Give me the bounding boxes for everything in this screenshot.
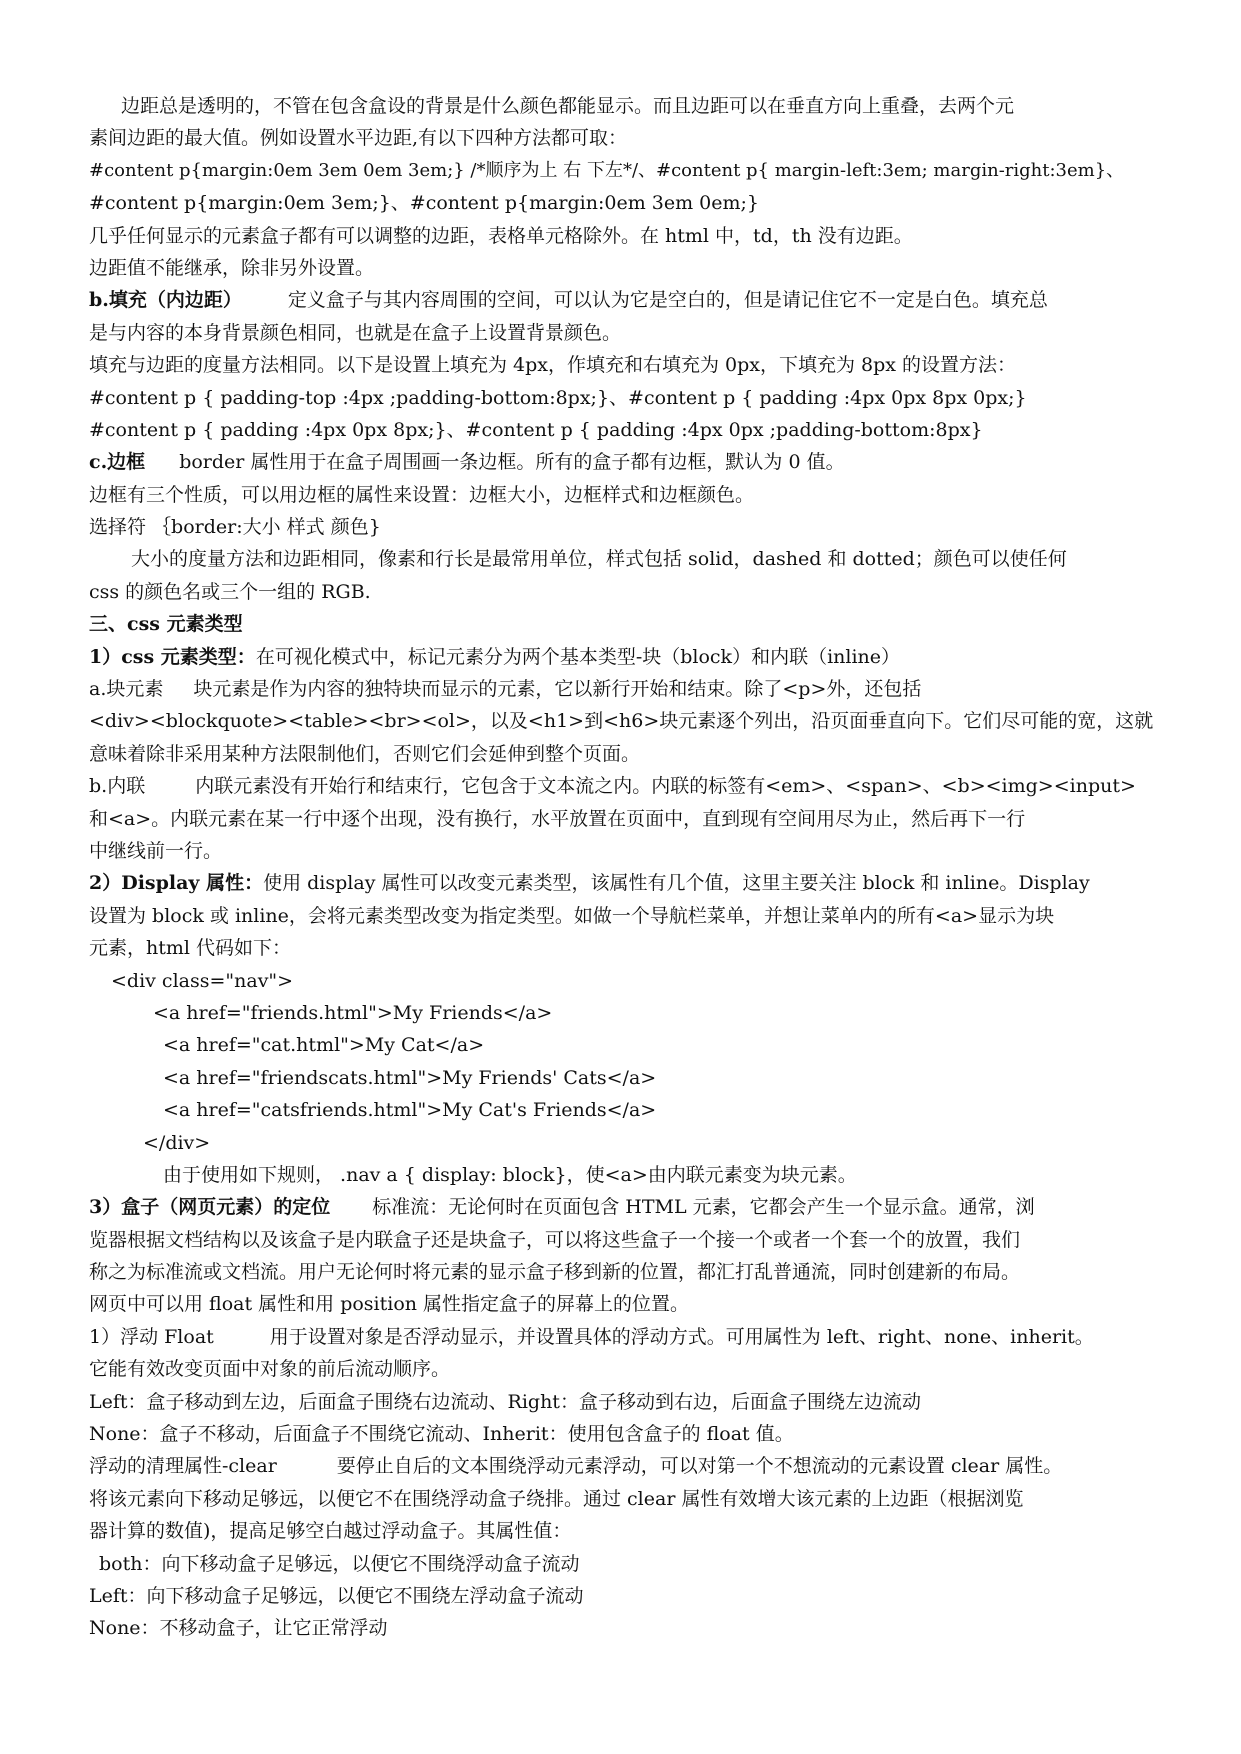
text-line: 意味着除非采用某种方法限制他们，否则它们会延伸到整个页面。	[89, 742, 641, 765]
document-page	[89, 90, 1181, 1645]
text-line: Left：盒子移动到左边，后面盒子围绕右边流动、Right：盒子移动到右边，后面盒子围绕左边流动	[89, 1390, 921, 1413]
float-heading: 1）浮动 Float	[89, 1325, 214, 1348]
block-heading: a.块元素	[89, 678, 164, 701]
text-line: 将该元素向下移动足够远，以便它不在围绕浮动盒子绕排。通过 clear 属性有效增大该元素的上边距（根据浏览	[89, 1487, 1024, 1510]
text-line: 它能有效改变页面中对象的前后流动顺序。	[89, 1358, 451, 1381]
text-line: 素间边距的最大值。例如设置水平边距,有以下四种方法都可取：	[89, 127, 628, 150]
position-line	[89, 1191, 1181, 1223]
text-span: 用于设置对象是否浮动显示，并设置具体的浮动方式。可用属性为 left、right、none、inherit。	[269, 1325, 1094, 1348]
text-span: 在可视化模式中，标记元素分为两个基本类型-块（block）和内联（inline）	[255, 645, 901, 668]
code-line: #content p { padding-top :4px ;padding-bottom:8px;}、#content p { padding :4px 0px 8px 0px;}	[89, 386, 1027, 409]
text-span: border 属性用于在盒子周围画一条边框。所有的盒子都有边框，默认为 0 值。	[179, 451, 845, 474]
display-heading: 2）Display 属性：	[89, 872, 264, 895]
text-span: 要停止自后的文本围绕浮动元素浮动，可以对第一个不想流动的元素设置 clear 属性。	[336, 1455, 1063, 1478]
display-line	[89, 867, 1181, 899]
text-line: 几乎任何显示的元素盒子都有可以调整的边距，表格单元格除外。在 html 中，td，th 没有边距。	[89, 224, 913, 247]
inline-heading: b.内联	[89, 775, 146, 798]
text-line: css 的颜色名或三个一组的 RGB.	[89, 580, 371, 603]
block-line	[89, 673, 1181, 705]
inline-line	[89, 770, 1181, 802]
code-line: <a href="friendscats.html">My Friends' Cats</a>	[163, 1066, 657, 1089]
text-line: 大小的度量方法和边距相同，像素和行长是最常用单位，样式包括 solid，dashed 和 dotted；颜色可以使任何	[131, 548, 1067, 571]
code-line: <a href="catsfriends.html">My Cat's Friends</a>	[163, 1099, 657, 1122]
text-line: 设置为 block 或 inline，会将元素类型改变为指定类型。如做一个导航栏菜单，并想让菜单内的所有<a>显示为块	[89, 904, 1055, 927]
text-line: 称之为标准流或文档流。用户无论何时将元素的显示盒子移到新的位置，都汇打乱普通流，同时创建新的布局。	[89, 1261, 1021, 1284]
padding-section-line	[89, 284, 1181, 316]
text-line: 选择符 ｛border:大小 样式 颜色}	[89, 516, 381, 539]
float-line	[89, 1321, 1181, 1353]
padding-heading: b.填充（内边距）	[89, 289, 242, 312]
text-span: 内联元素没有开始行和结束行，它包含于文本流之内。内联的标签有<em>、<span>、<b><img><input>	[195, 775, 1136, 798]
clear-line	[89, 1450, 1181, 1482]
text-span: 定义盒子与其内容周围的空间，可以认为它是空白的，但是请记住它不一定是白色。填充总	[287, 289, 1048, 312]
text-line: 览器根据文档结构以及该盒子是内联盒子还是块盒子，可以将这些盒子一个接一个或者一个套一个的放置，我们	[89, 1228, 1021, 1251]
border-heading: c.边框	[89, 451, 146, 474]
text-line: Left：向下移动盒子足够远，以便它不围绕左浮动盒子流动	[89, 1584, 584, 1607]
text-line: 边框有三个性质，可以用边框的属性来设置：边框大小，边框样式和边框颜色。	[89, 483, 755, 506]
code-line: <a href="cat.html">My Cat</a>	[163, 1034, 485, 1057]
code-line: </div>	[143, 1131, 211, 1154]
border-section-line	[89, 446, 1181, 478]
text-line: None：不移动盒子，让它正常浮动	[89, 1617, 388, 1640]
text-line: 填充与边距的度量方法相同。以下是设置上填充为 4px，作填充和右填充为 0px，下填充为 8px 的设置方法：	[89, 354, 1017, 377]
types-line	[89, 641, 1181, 673]
text-line: 边距总是透明的，不管在包含盒设的背景是什么颜色都能显示。而且边距可以在垂直方向上重叠，去两个元	[121, 95, 1015, 117]
text-line: 和<a>。内联元素在某一行中逐个出现，没有换行，水平放置在页面中，直到现有空间用尽为止，然后再下一行	[89, 807, 1026, 830]
text-span: 块元素是作为内容的独特块而显示的元素，它以新行开始和结束。除了<p>外，还包括	[193, 678, 922, 701]
code-line: #content p { padding :4px 0px 8px;}、#content p { padding :4px 0px ;padding-bottom:8px}	[89, 418, 983, 441]
text-line: both：向下移动盒子足够远，以便它不围绕浮动盒子流动	[99, 1552, 580, 1575]
text-line: 由于使用如下规则， .nav a { display: block}，使<a>由内联元素变为块元素。	[163, 1163, 857, 1186]
section-heading: 三、css 元素类型	[89, 613, 243, 636]
text-line: 边距值不能继承，除非另外设置。	[89, 256, 375, 279]
text-line: <div><blockquote><table><br><ol>，以及<h1>到<h6>块元素逐个列出，沿页面垂直向下。它们尽可能的宽，这就	[89, 710, 1154, 733]
code-line: #content p{margin:0em 3em 0em 3em;} /*顺序为上 右 下左*/、#content p{ margin-left:3em; margin-right:3em}、	[89, 159, 1125, 181]
text-line: 是与内容的本身背景颜色相同，也就是在盒子上设置背景颜色。	[89, 321, 622, 344]
types-heading: 1）css 元素类型：	[89, 645, 256, 668]
code-line: #content p{margin:0em 3em;}、#content p{margin:0em 3em 0em;}	[89, 192, 760, 215]
text-line: 元素，html 代码如下：	[89, 937, 292, 960]
text-line: 器计算的数值)，提高足够空白越过浮动盒子。其属性值：	[89, 1520, 572, 1543]
text-line: 中继线前一行。	[89, 839, 223, 862]
text-span: 标准流：无论何时在页面包含 HTML 元素，它都会产生一个显示盒。通常，浏	[372, 1196, 1035, 1219]
text-span: 使用 display 属性可以改变元素类型，该属性有几个值，这里主要关注 block 和 inline。Display	[263, 872, 1090, 895]
text-line: 网页中可以用 float 属性和用 position 属性指定盒子的屏幕上的位置。	[89, 1293, 690, 1316]
text-line: None：盒子不移动，后面盒子不围绕它流动、Inherit：使用包含盒子的 float 值。	[89, 1423, 794, 1446]
code-line: <a href="friends.html">My Friends</a>	[153, 1001, 553, 1024]
clear-heading: 浮动的清理属性-clear	[89, 1455, 277, 1478]
position-heading: 3）盒子（网页元素）的定位	[89, 1196, 331, 1219]
code-line: <div class="nav">	[111, 969, 294, 992]
